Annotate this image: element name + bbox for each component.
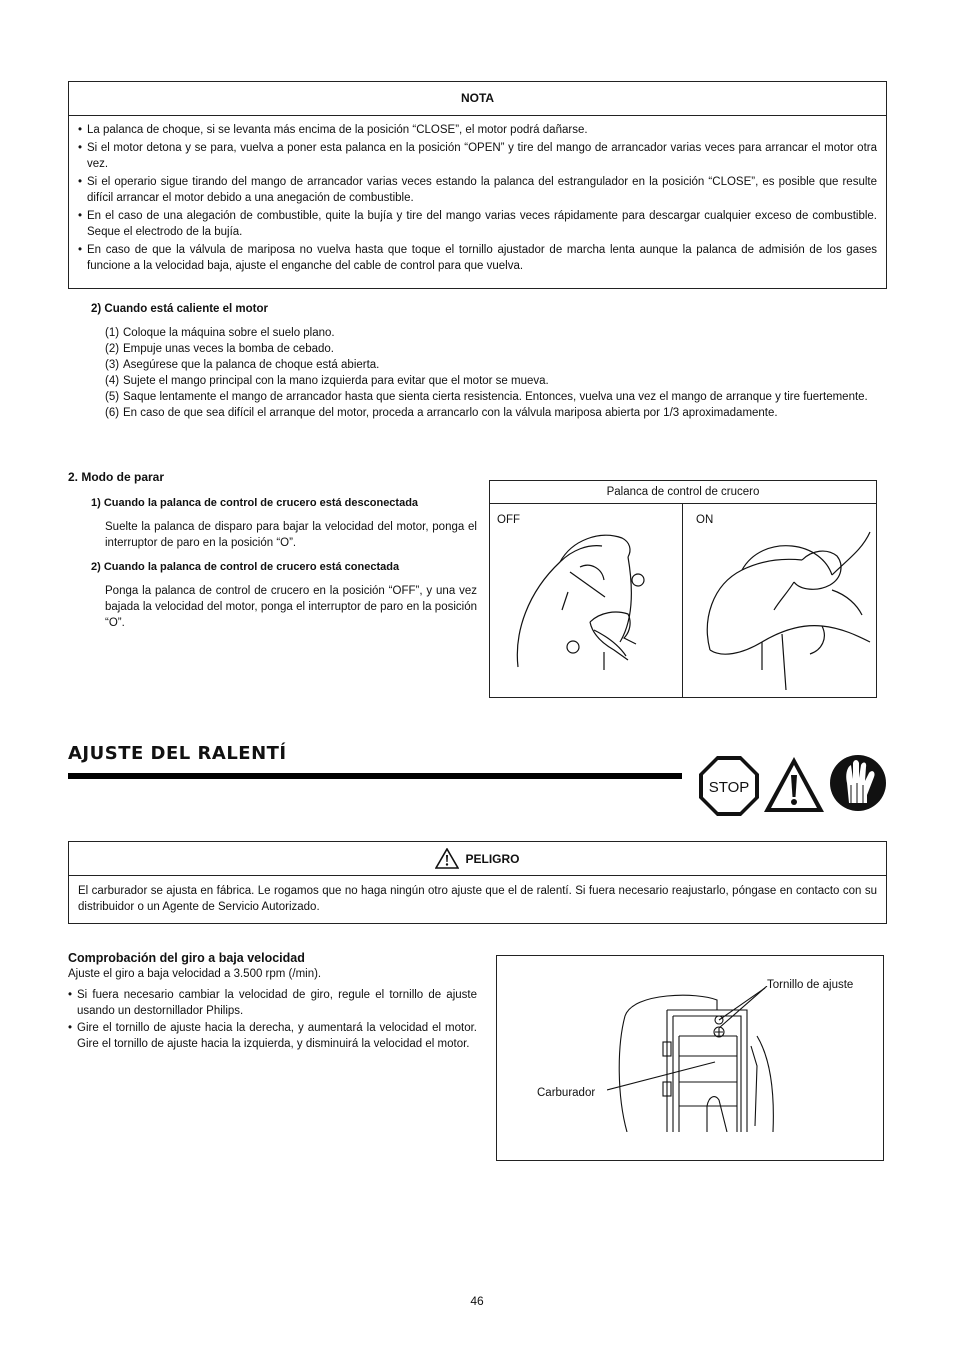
adjust-screw-label: Tornillo de ajuste	[767, 979, 854, 991]
stop-sub1-text: Suelte la palanca de disparo para bajar la velocidad del motor, ponga el interruptor de paro en la posición “O”.	[105, 521, 477, 549]
nota-item: • En el caso de una alegación de combustible, quite la bujía y tire del mango varias veces rápidamente para descargar cualquier exceso de combustible. Seque el electrodo de la bujía.	[78, 208, 877, 240]
stop-heading: 2. Modo de parar	[68, 470, 165, 484]
nota-item: • En caso de que la válvula de mariposa no vuelva hasta que toque el tornillo ajustador de marcha lenta aunque la palanca de admisión de los gases funcione a la velocidad baja, ajuste el enganche del cable de control para que vuelva.	[78, 242, 877, 274]
giro-intro: Ajuste el giro a baja velocidad a 3.500 rpm (/min).	[68, 968, 322, 980]
step-item: (1) Coloque la máquina sobre el suelo plano.	[105, 327, 335, 339]
giro-heading: Comprobación del giro a baja velocidad	[68, 951, 305, 965]
giro-item: • Gire el tornillo de ajuste hacia la derecha, y aumentará la velocidad el motor. Gire el tornillo de ajuste hacia la izquierda, y disminuirá la velocidad el motor.	[68, 1020, 477, 1052]
giro-list	[68, 987, 477, 1053]
step-item: (4) Sujete el mango principal con la mano izquierda para evitar que el motor se mueva.	[105, 375, 549, 387]
page-number: 46	[470, 1294, 484, 1308]
peligro-text: El carburador se ajusta en fábrica. Le rogamos que no haga ningún otro ajuste que el de ralentí. Si fuera necesario reajustarlo, póngase en contacto con su distribuidor o un Agente de Servicio Autorizado.	[78, 885, 877, 913]
carburetor-figure	[496, 955, 884, 1161]
handle-off-illustration	[510, 532, 675, 672]
nota-item: • Si el motor detona y se para, vuelva a poner esta palanca en la posición “OPEN” y tire del mango de arrancador varias veces para arrancar el motor otra vez.	[78, 140, 877, 172]
nota-title: NOTA	[69, 82, 886, 116]
svg-text:STOP: STOP	[708, 779, 750, 796]
hot-start-steps	[105, 325, 887, 421]
hot-start-heading: 2) Cuando está caliente el motor	[91, 303, 269, 315]
carburetor-illustration	[607, 986, 787, 1132]
stop-sub2-text: Ponga la palanca de control de crucero en la posición “OFF”, y una vez bajada la velocidad del motor, ponga el interruptor de paro en la posición “O”.	[105, 585, 477, 629]
giro-item: • Si fuera necesario cambiar la velocidad de giro, regule el tornillo de ajuste usando un destornillador Philips.	[68, 987, 477, 1019]
on-label: ON	[696, 514, 714, 526]
cruise-figure-caption: Palanca de control de crucero	[490, 481, 876, 504]
section-rule	[68, 773, 682, 779]
stop-sub2-heading: 2) Cuando la palanca de control de crucero está conectada	[91, 561, 400, 573]
cruise-control-figure	[489, 480, 877, 698]
warning-icon	[435, 848, 459, 869]
gloves-icon	[829, 753, 887, 813]
peligro-box	[68, 841, 887, 924]
off-label: OFF	[497, 514, 520, 526]
handle-on-illustration	[702, 530, 872, 698]
peligro-title: PELIGRO	[465, 851, 520, 866]
carburetor-label: Carburador	[537, 1087, 596, 1099]
stop-sub1-heading: 1) Cuando la palanca de control de crucero está desconectada	[91, 497, 419, 509]
peligro-header	[69, 842, 886, 876]
nota-item: • La palanca de choque, si se levanta más encima de la posición “CLOSE”, el motor podrá dañarse.	[78, 122, 877, 138]
step-item: (6) En caso de que sea difícil el arranque del motor, proceda a arrancarlo con la válvula mariposa abierta por 1/3 aproximadamente.	[105, 407, 778, 419]
step-item: (3) Asegúrese que la palanca de choque está abierta.	[105, 359, 380, 371]
nota-list	[69, 116, 886, 274]
step-item: (5) Saque lentamente el mango de arrancador hasta que sienta cierta resistencia. Entonces, vuelva una vez el mango de arranque y tire fuertemente.	[105, 391, 868, 403]
warning-triangle-icon	[762, 755, 826, 815]
stop-sign-icon	[698, 755, 760, 817]
nota-box	[68, 81, 887, 289]
step-item: (2) Empuje unas veces la bomba de cebado.	[105, 343, 334, 355]
nota-item: • Si el operario sigue tirando del mango de arrancador varias veces estando la palanca del estrangulador en la posición “CLOSE”, es posible que resulte difícil arrancar el motor debido a una anegación de combustible.	[78, 174, 877, 206]
section-title: AJUSTE DEL RALENTÍ	[68, 743, 287, 764]
